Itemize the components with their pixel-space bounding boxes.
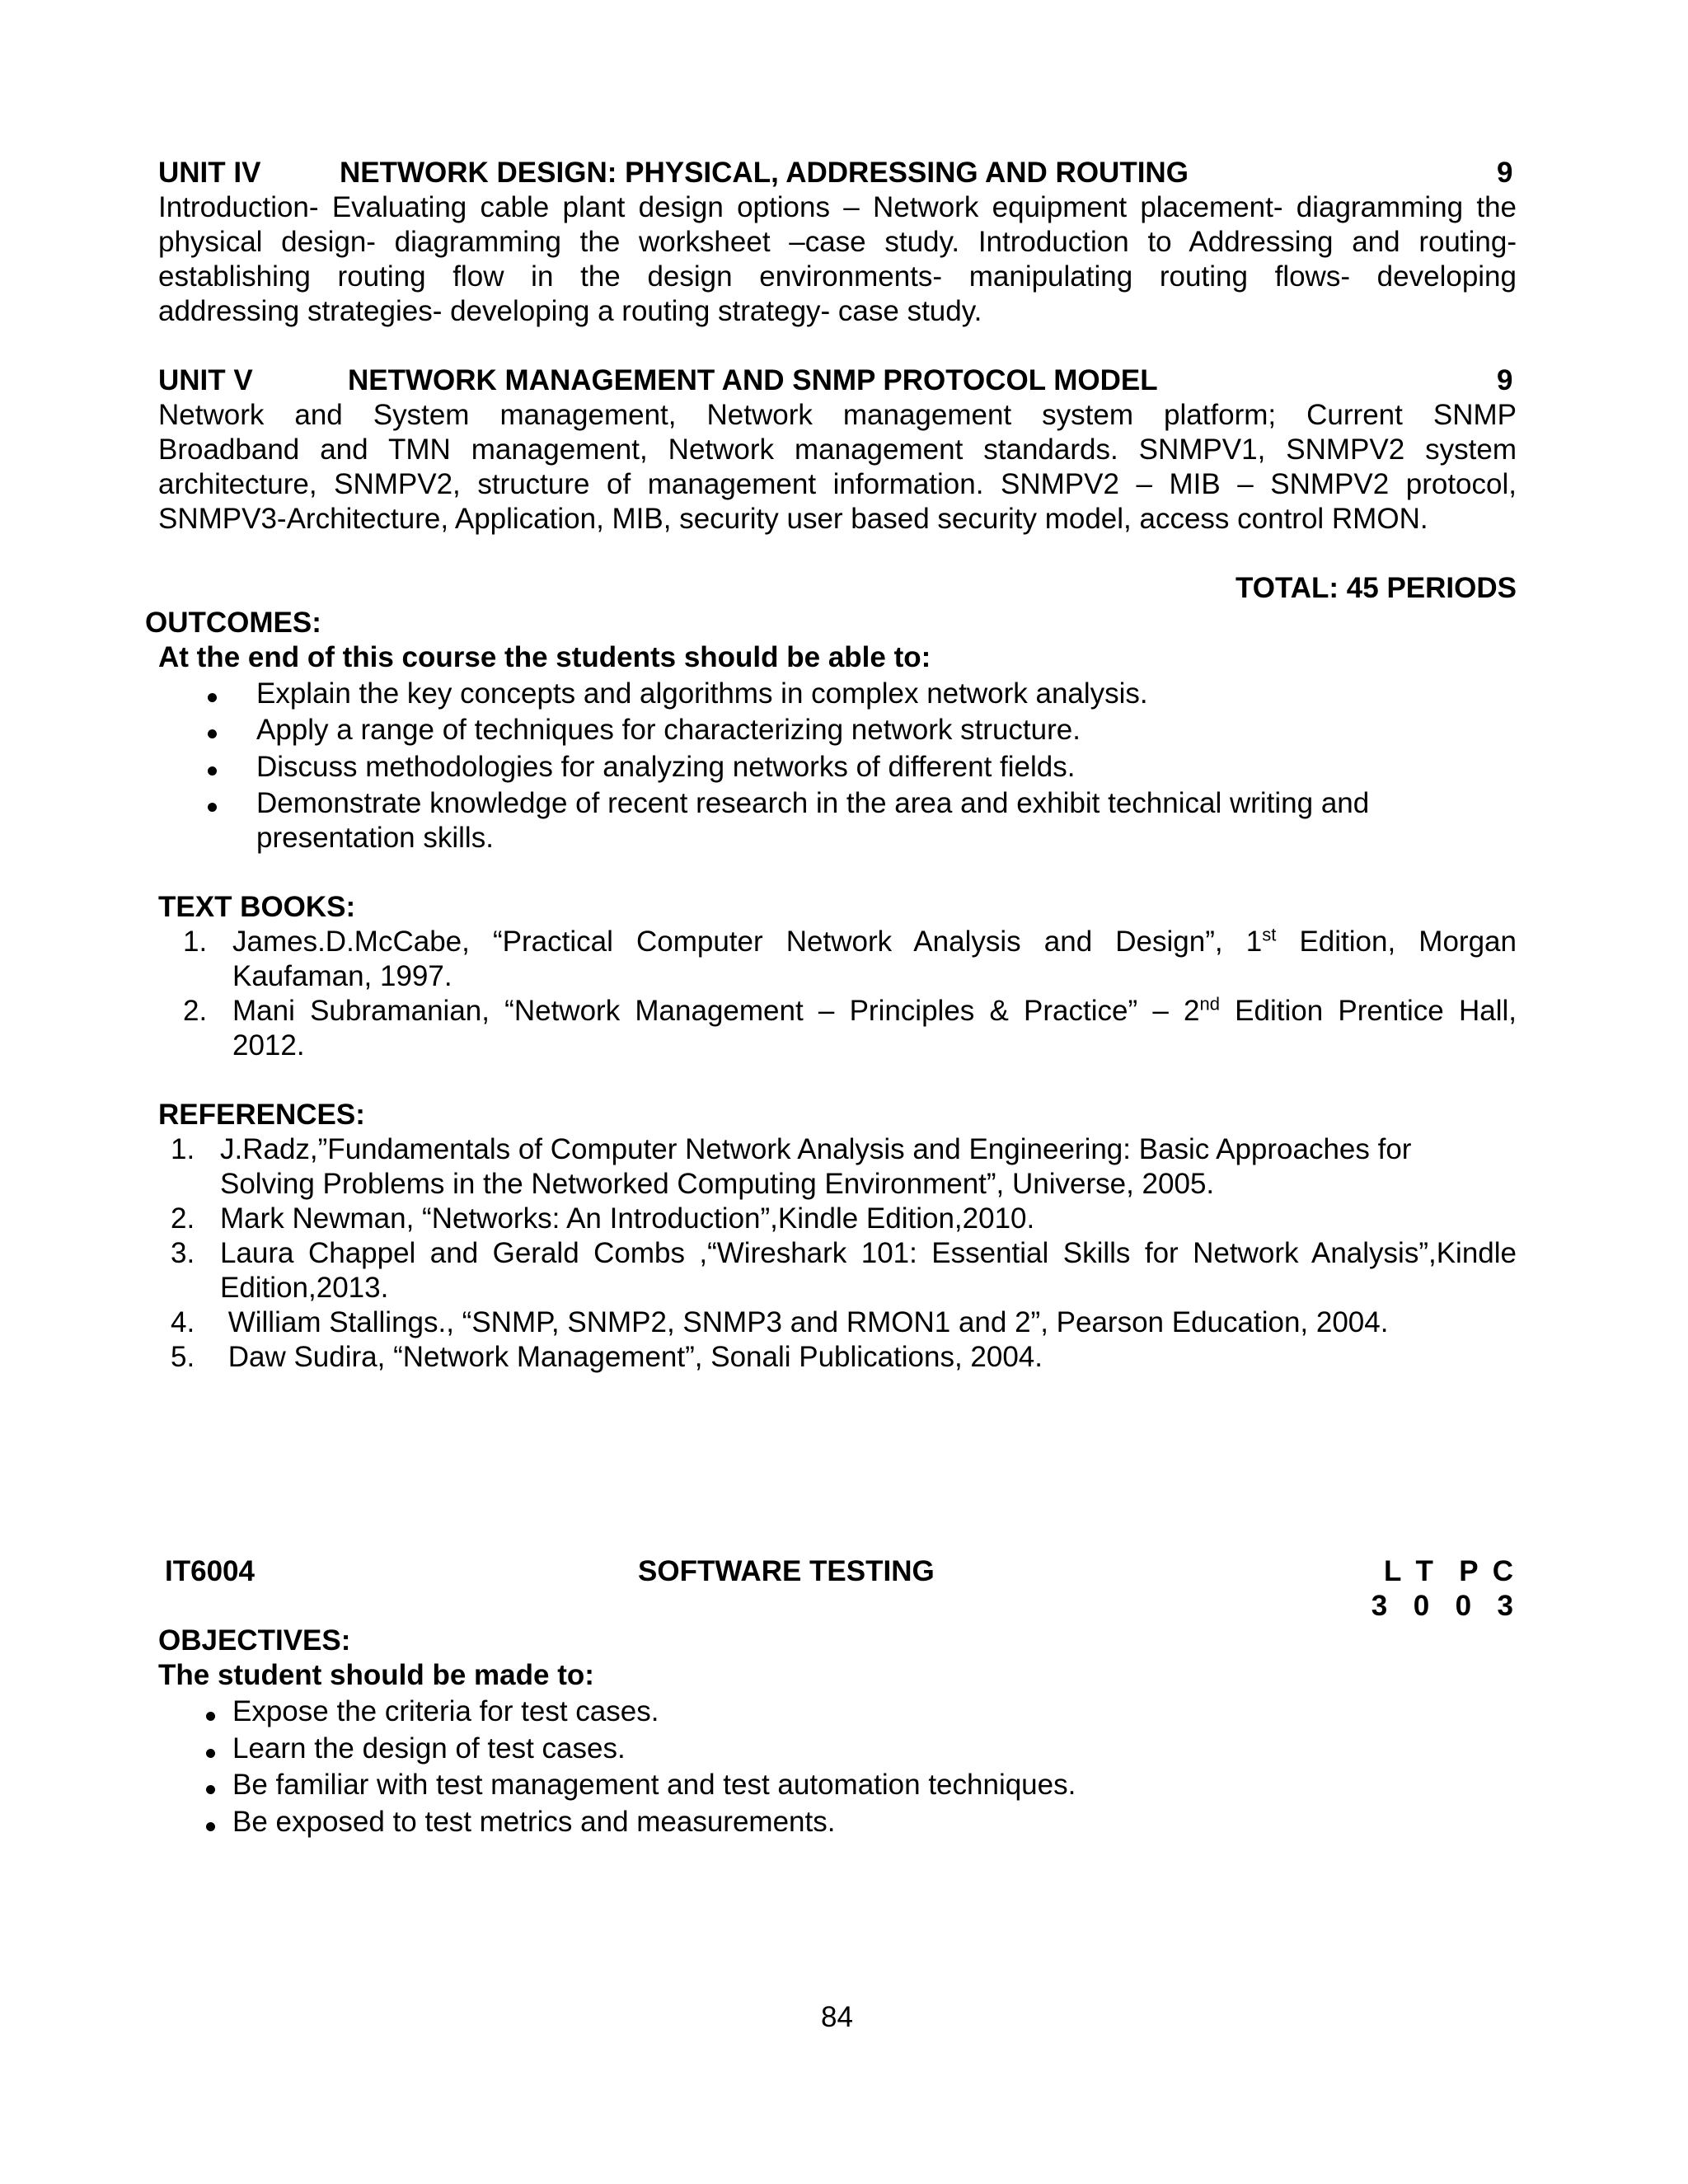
unit-iv-line-3: establishing routing flow in the design environments- manipulating routing flows- developing — [158, 260, 1517, 293]
ltpc-values: 3 0 0 3 — [1371, 1590, 1517, 1622]
reference-number: 1. — [171, 1133, 195, 1165]
reference-1: J.Radz,”Fundamentals of Computer Network Analysis and Engineering: Basic Approaches for — [220, 1133, 1412, 1165]
textbook-2-edition: Edition Prentice Hall, — [1219, 995, 1517, 1027]
course-title: SOFTWARE TESTING — [638, 1555, 935, 1587]
textbook-number: 1. — [183, 926, 208, 958]
unit-v-line-4: SNMPV3-Architecture, Application, MIB, security user based security model, access control RMON. — [158, 503, 1428, 535]
outcome-item-2: Apply a range of techniques for characterizing network structure. — [256, 714, 1081, 746]
objectives-intro: The student should be made to: — [158, 1659, 594, 1691]
outcomes-intro: At the end of this course the students should be able to: — [158, 641, 931, 673]
reference-3: Laura Chappel and Gerald Combs ,“Wireshark 101: Essential Skills for Network Analysis”,Kindle — [220, 1237, 1517, 1269]
objective-item-1: Expose the criteria for test cases. — [232, 1695, 659, 1727]
textbook-1-edition: Edition, Morgan — [1276, 926, 1517, 958]
course-code: IT6004 — [165, 1555, 255, 1587]
textbook-2-cont: 2012. — [232, 1029, 305, 1062]
outcome-bullet-icon — [208, 749, 217, 784]
outcome-bullet-icon — [208, 676, 217, 710]
unit-v-hours: 9 — [1497, 364, 1513, 396]
outcome-bullet-icon — [208, 712, 217, 747]
unit-v-title: NETWORK MANAGEMENT AND SNMP PROTOCOL MODEL — [348, 364, 1158, 396]
total-periods: TOTAL: 45 PERIODS — [1236, 572, 1517, 604]
objective-bullet-icon — [206, 1732, 215, 1766]
objective-bullet-icon — [206, 1805, 215, 1840]
textbook-1-cont: Kaufaman, 1997. — [232, 960, 452, 992]
unit-v-line-1: Network and System management, Network management system platform; Current SNMP — [158, 399, 1517, 431]
textbook-1 — [232, 925, 1517, 959]
objectives-heading: OBJECTIVES: — [158, 1624, 351, 1657]
reference-number: 2. — [171, 1202, 195, 1235]
textbook-1-text: James.D.McCabe, “Practical Computer Network Analysis and Design”, 1 — [232, 926, 1263, 958]
outcomes-heading: OUTCOMES: — [145, 607, 321, 639]
reference-number: 4. — [171, 1306, 195, 1338]
unit-iv-line-4: addressing strategies- developing a routing strategy- case study. — [158, 295, 982, 327]
textbook-2-text: Mani Subramanian, “Network Management – Principles & Practice” – 2 — [232, 995, 1200, 1027]
unit-iv-line-2: physical design- diagramming the worksheet –case study. Introduction to Addressing and routing- — [158, 226, 1517, 258]
reference-number: 3. — [171, 1237, 195, 1269]
outcome-bullet-icon — [208, 785, 217, 820]
reference-4: William Stallings., “SNMP, SNMP2, SNMP3 and RMON1 and 2”, Pearson Education, 2004. — [220, 1306, 1389, 1338]
unit-iv-title: NETWORK DESIGN: PHYSICAL, ADDRESSING AND ROUTING — [340, 157, 1189, 189]
objective-item-2: Learn the design of test cases. — [232, 1732, 626, 1765]
outcome-item-4: Demonstrate knowledge of recent research in the area and exhibit technical writing and — [256, 787, 1370, 819]
reference-3-cont: Edition,2013. — [220, 1272, 389, 1304]
outcome-item-3: Discuss methodologies for analyzing networks of different fields. — [256, 751, 1076, 783]
ltpc-labels: L T P C — [1383, 1555, 1517, 1587]
unit-iv-label: UNIT IV — [158, 157, 261, 189]
outcome-item-4-cont: presentation skills. — [256, 822, 494, 854]
objective-item-4: Be exposed to test metrics and measurements. — [232, 1806, 836, 1838]
reference-number: 5. — [171, 1341, 195, 1373]
unit-v-line-2: Broadband and TMN management, Network management standards. SNMPV1, SNMPV2 system — [158, 434, 1517, 466]
objective-bullet-icon — [206, 1768, 215, 1802]
textbooks-heading: TEXT BOOKS: — [158, 891, 356, 923]
reference-2: Mark Newman, “Networks: An Introduction”,Kindle Edition,2010. — [220, 1202, 1035, 1235]
textbook-1-sup: st — [1262, 924, 1277, 945]
page-number: 84 — [821, 2001, 853, 2033]
textbook-2-sup: nd — [1199, 993, 1220, 1015]
objective-bullet-icon — [206, 1694, 215, 1729]
unit-iv-hours: 9 — [1497, 157, 1513, 189]
unit-v-line-3: architecture, SNMPV2, structure of management information. SNMPV2 – MIB – SNMPV2 protocol, — [158, 468, 1517, 500]
references-heading: REFERENCES: — [158, 1099, 365, 1131]
reference-5: Daw Sudira, “Network Management”, Sonali Publications, 2004. — [220, 1341, 1043, 1373]
objective-item-3: Be familiar with test management and test automation techniques. — [232, 1769, 1076, 1801]
reference-1-cont: Solving Problems in the Networked Computing Environment”, Universe, 2005. — [220, 1168, 1215, 1200]
unit-iv-line-1: Introduction- Evaluating cable plant design options – Network equipment placement- diagramming the — [158, 191, 1517, 223]
unit-v-label: UNIT V — [158, 364, 253, 396]
textbook-number: 2. — [183, 995, 208, 1027]
textbook-2 — [232, 994, 1517, 1029]
outcome-item-1: Explain the key concepts and algorithms in complex network analysis. — [256, 677, 1148, 710]
